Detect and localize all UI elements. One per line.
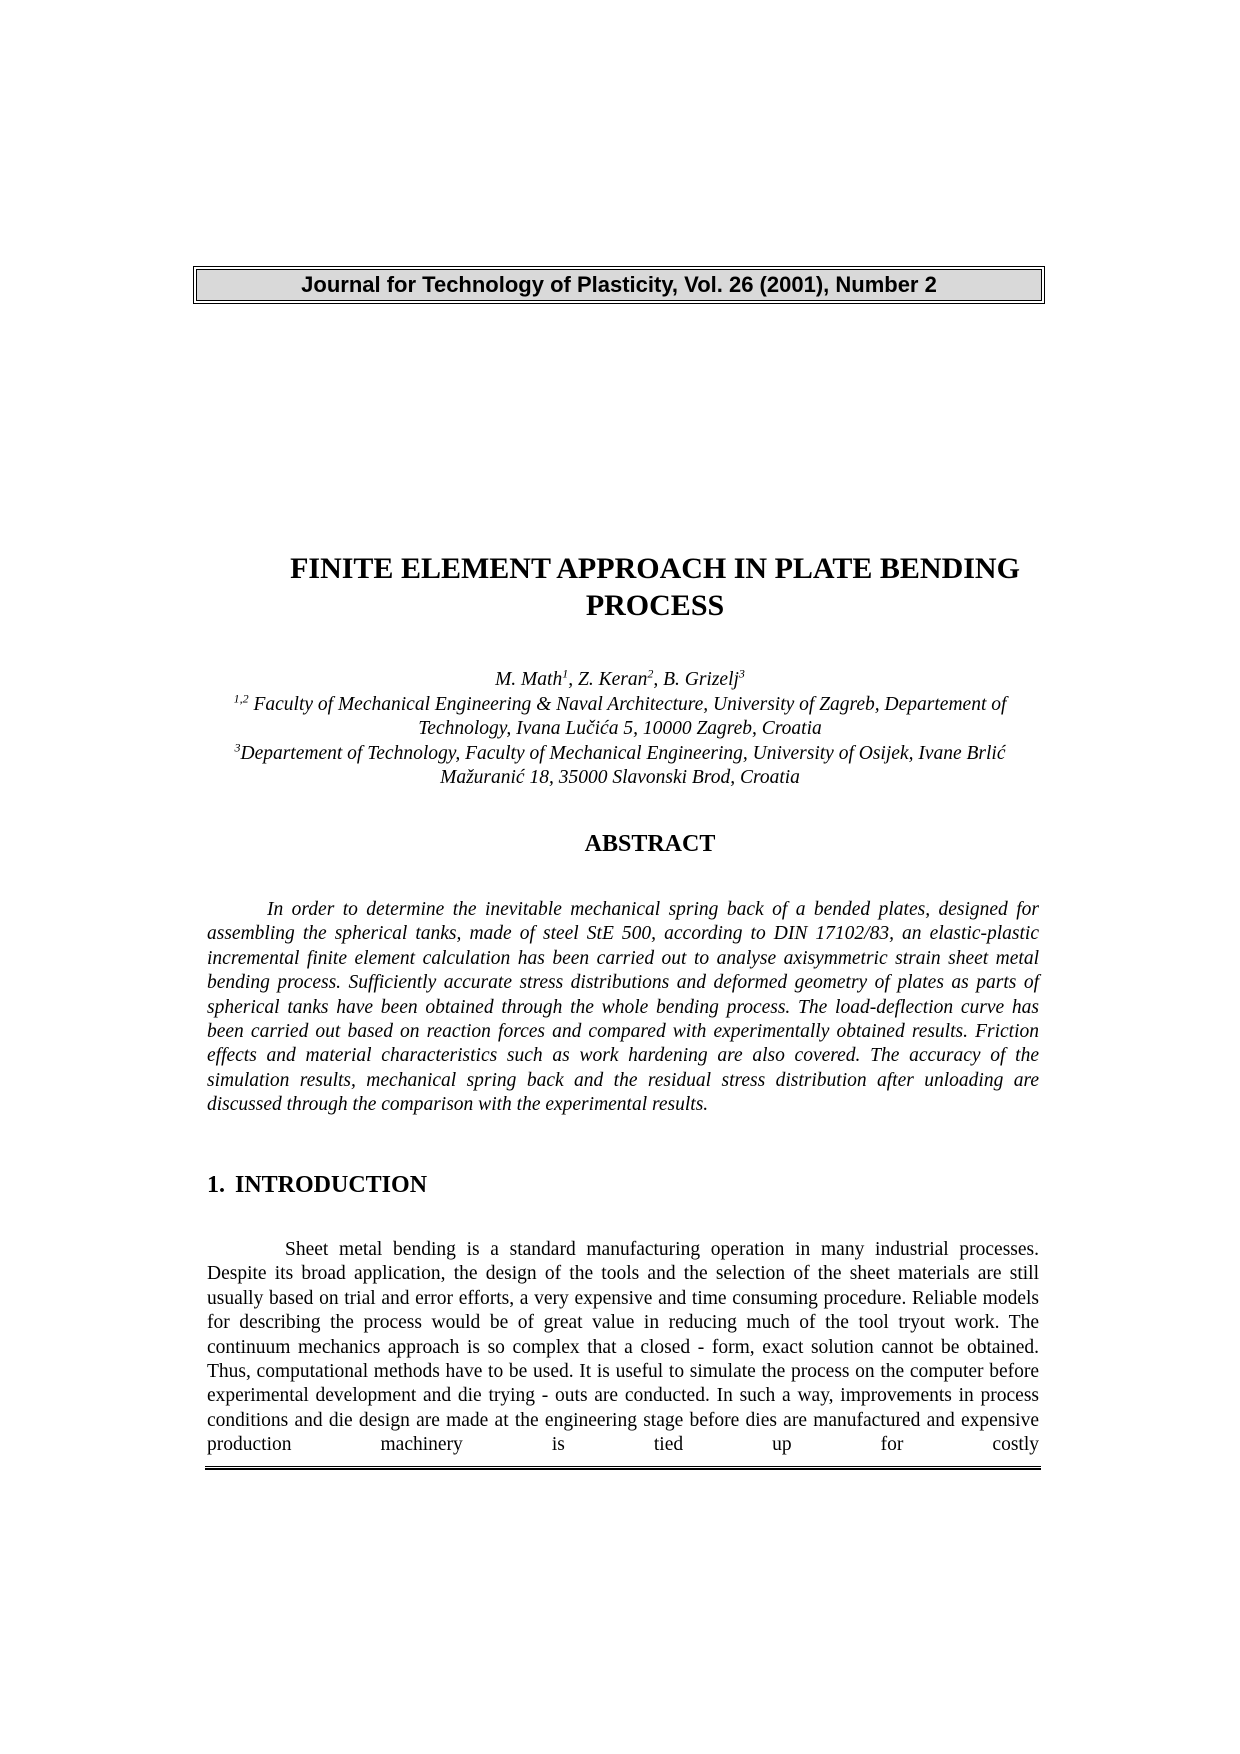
- author-1-sup: 1: [562, 666, 569, 681]
- affiliation-2-text: Departement of Technology, Faculty of Mechanical Engineering, University of Osijek, Ivane Brlić Mažuranić 18, 35000 Slavonski Brod, Croatia: [240, 742, 1006, 788]
- author-2-sup: 2: [647, 666, 654, 681]
- section-title: INTRODUCTION: [235, 1172, 428, 1198]
- author-2: , Z. Keran: [568, 669, 648, 690]
- author-list: [205, 668, 1035, 693]
- author-block: [205, 668, 1035, 791]
- affiliation-2-sup: 3: [234, 740, 241, 754]
- journal-header-box: [193, 266, 1045, 304]
- abstract-heading: ABSTRACT: [584, 831, 716, 857]
- introduction-text: Sheet metal bending is a standard manufacturing operation in many industrial processes. Despite its broad application, the design of the tools and the selection of the sheet materials are still usually based on trial and error efforts, a very expensive and time consuming procedure. Reliable models for describing the process would be of great value in reducing much of the tool tryout work. The continuum mechanics approach is so complex that a closed - form, exact solution cannot be obtained. Thus, computational methods have to be used. It is useful to simulate the process on the computer before experimental development and die trying - outs are conducted. In such a way, improvements in process conditions and die design are made at the engineering stage before dies are manufactured and expensive production machinery is tied up for costly: [207, 1239, 1039, 1456]
- affiliation-1: [205, 693, 1035, 742]
- journal-header: Journal for Technology of Plasticity, Vol. 26 (2001), Number 2: [196, 269, 1042, 301]
- author-3-sup: 3: [738, 666, 745, 681]
- section-number: 1.: [207, 1172, 225, 1198]
- affiliation-2: [205, 742, 1035, 791]
- abstract-text: In order to determine the inevitable mechanical spring back of a bended plates, designed for assembling the spherical tanks, made of steel StE 500, according to DIN 17102/83, an elastic-plastic incremental finite element calculation has been carried out to analyse axisymmetric strain sheet metal bending process. Sufficiently accurate stress distributions and deformed geometry of plates as parts of spherical tanks have been obtained through the whole bending process. The load-deflection curve has been carried out based on reaction forces and compared with experimentally obtained results. Friction effects and material characteristics such as work hardening are also covered. The accuracy of the simulation results, mechanical spring back and the residual stress distribution after unloading are discussed through the comparison with the experimental results.: [207, 899, 1039, 1116]
- author-1: M. Math: [495, 669, 563, 690]
- paper-title: FINITE ELEMENT APPROACH IN PLATE BENDING PROCESS: [290, 552, 1020, 622]
- introduction-heading: [207, 1172, 427, 1199]
- author-3: , B. Grizelj: [653, 669, 739, 690]
- affiliation-1-sup: 1,2: [233, 691, 249, 705]
- footer-rule: [205, 1466, 1041, 1470]
- affiliation-1-text: Faculty of Mechanical Engineering & Naval Architecture, University of Zagreb, Departement of Technology, Ivana Lučića 5, 10000 Zagreb, Croatia: [248, 693, 1007, 739]
